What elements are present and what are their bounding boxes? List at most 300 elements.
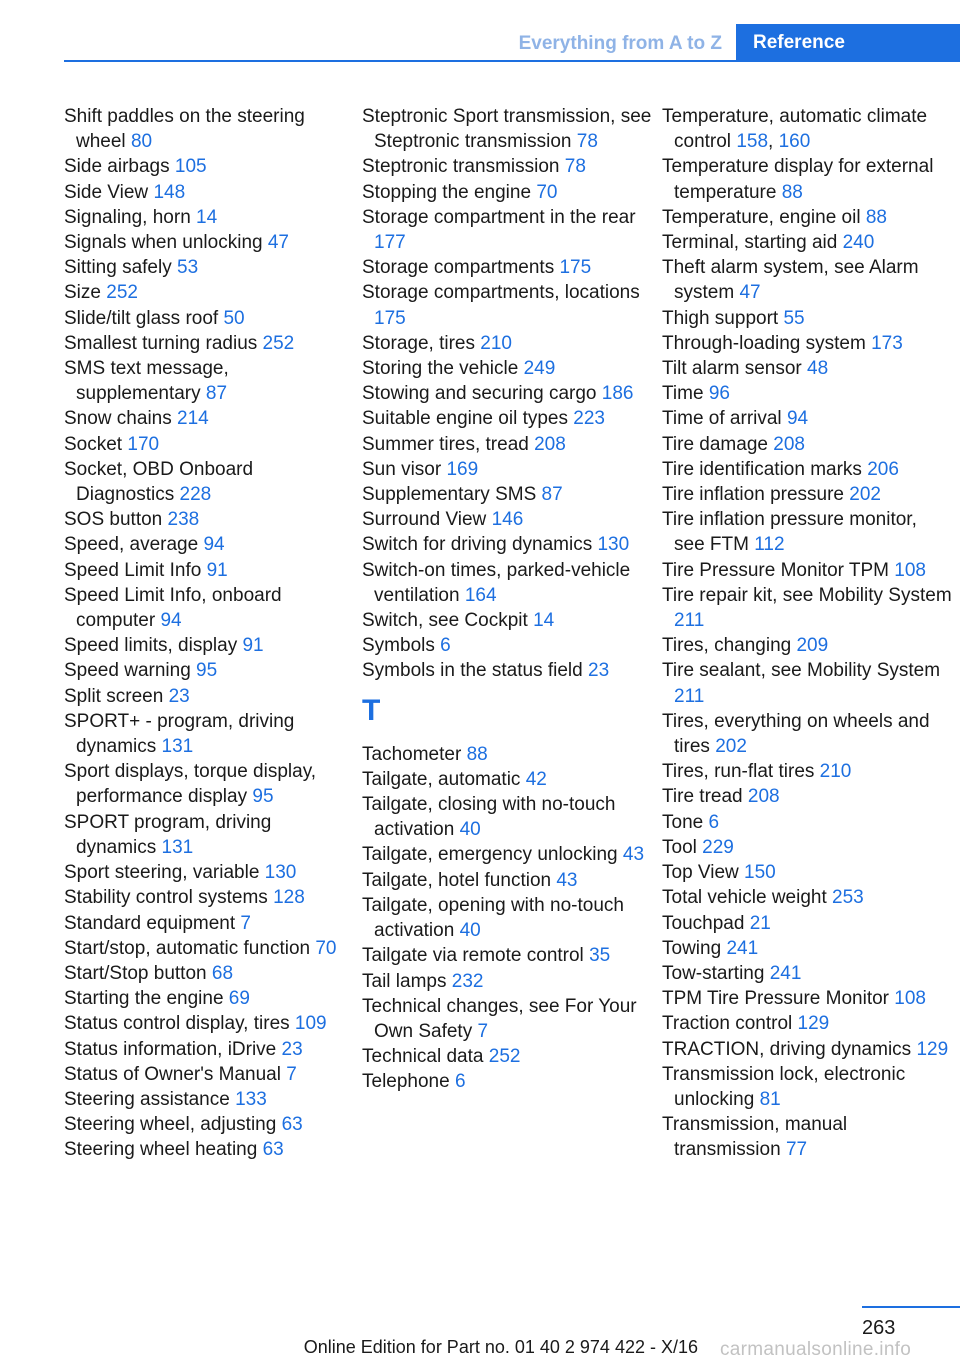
index-entry [662,810,952,835]
page-link[interactable]: 47 [739,282,761,304]
index-entry [662,1112,952,1162]
entry-term: Shift paddles on the steering wheel [64,106,305,153]
index-entry [662,558,952,583]
page-link[interactable]: 96 [708,383,730,405]
page-link[interactable]: 88 [781,181,803,203]
page-link[interactable]: 95 [252,786,274,808]
index-entry [662,255,952,305]
entry-term: Tone [662,811,704,833]
index-entry [662,633,952,658]
index-entry [64,658,354,683]
page-link[interactable]: 186 [601,383,634,405]
page-link[interactable]: 7 [286,1063,297,1085]
page-link[interactable]: 206 [867,458,899,480]
page-link[interactable]: 241 [726,937,759,959]
index-entry [64,633,354,658]
entry-term: Tire damage [662,433,768,455]
page-link[interactable]: 35 [589,945,611,967]
index-entry [662,658,952,708]
entry-term: Telephone [362,1071,450,1093]
page-link[interactable]: 91 [206,559,228,581]
page-link[interactable]: 210 [819,761,852,783]
index-entry [64,154,354,179]
page-link[interactable]: 78 [576,131,598,153]
entry-term: Storing the vehicle [362,358,519,380]
index-entry [64,583,354,633]
page-link[interactable]: 108 [894,559,926,581]
page-link[interactable]: 70 [536,181,558,203]
entry-term: Transmission lock, electronic unlocking [662,1063,906,1110]
entry-term: Traction control [662,1013,793,1035]
entry-term: SPORT program, driving dynamics [64,811,272,858]
entry-term: Status of Owner's Manual [64,1063,281,1085]
index-entry [64,911,354,936]
index-entry [362,792,652,842]
index-entry [362,1069,652,1094]
index-entry [64,104,354,154]
entry-term: Tires, changing [662,635,792,657]
index-entry [362,280,652,330]
page-link[interactable]: 78 [564,156,586,178]
page-link[interactable]: 129 [916,1038,949,1060]
entry-term: Symbols [362,635,435,657]
page-link[interactable]: 87 [205,383,228,405]
page-number: 263 [862,1317,896,1339]
index-entry [362,943,652,968]
page-link[interactable]: 208 [534,433,566,455]
footer-rule [862,1306,960,1308]
page-link[interactable]: 48 [807,358,829,380]
index-entry [662,154,952,204]
entry-term: Start/stop, automatic function [64,937,311,959]
page-link[interactable]: 170 [127,433,160,455]
index-entry [662,885,952,910]
index-entry [64,759,354,809]
entry-term: Transmission, manual transmission [662,1114,848,1161]
index-entry [362,406,652,431]
entry-term: TPM Tire Pressure Monitor [662,988,889,1010]
entry-term: Side View [64,181,149,203]
entry-term: Stowing and securing cargo [362,383,597,405]
page-link[interactable]: 209 [796,635,829,657]
page-link[interactable]: 23 [588,660,610,682]
entry-term: Tire inflation pressure monitor, see FTM [662,509,917,556]
index-entry [64,961,354,986]
index-entry [64,1137,354,1162]
page-link[interactable]: 6 [454,1071,466,1093]
index-entry [662,381,952,406]
page-link[interactable]: 208 [747,786,780,808]
entry-term: Tow-starting [662,962,765,984]
index-entry [362,868,652,893]
index-entry [64,684,354,709]
page-link[interactable]: 223 [573,408,605,430]
page-link[interactable]: 158 [736,131,769,153]
entry-term: Summer tires, tread [362,433,529,455]
index-entry [64,1011,354,1036]
entry-term: Through-loading system [662,332,866,354]
page-link[interactable]: 252 [488,1046,521,1068]
page-link[interactable]: 128 [273,887,305,909]
index-entry [662,482,952,507]
page-link[interactable]: 249 [523,358,556,380]
chapter-tab: Reference [736,24,960,62]
page-link[interactable]: 94 [160,610,182,632]
page-link[interactable]: 238 [167,509,200,531]
entry-term: Socket, OBD Onboard Diagnostics [64,458,254,506]
entry-term: Tool [662,836,697,858]
entry-term: Tailgate, hotel function [362,869,552,891]
entry-term: SPORT+ - program, driving dynamics [64,710,295,758]
entry-term: Speed Limit Info [64,559,202,581]
entry-term: SOS button [64,509,163,531]
index-entry [662,457,952,482]
watermark: carmanualsonline.info [720,1339,912,1360]
entry-term: Status control display, tires [64,1013,290,1035]
entry-term: Thigh support [662,307,779,329]
index-entry [64,180,354,205]
page-link[interactable]: 105 [174,156,207,178]
page-link[interactable]: 232 [451,970,484,992]
index-entry: Temperature, automatic climate control 158, 160 [662,106,928,153]
index-entry [362,842,652,867]
entry-term: Speed, average [64,534,199,556]
index-entry [362,608,652,633]
page-link[interactable]: 40 [459,920,481,942]
page-link[interactable]: 77 [785,1139,808,1161]
index-entry [362,507,652,532]
page-link[interactable]: 211 [674,610,705,632]
index-column-2 [362,104,652,1095]
index-entry [362,658,652,683]
entry-term: Smallest turning radius [64,332,258,354]
index-entry [662,911,952,936]
entry-term: Tires, run-flat tires [662,761,815,783]
entry-term: Sun visor [362,458,442,480]
index-entry [662,1062,952,1112]
page-link[interactable]: 55 [783,307,805,329]
index-entry [64,205,354,230]
index-entry [362,558,652,608]
page-link[interactable]: 53 [177,257,199,279]
entry-term: Tailgate, automatic [362,768,521,790]
index-entry [662,583,952,633]
entry-term: Tire tread [662,786,743,808]
index-entry [662,936,952,961]
index-entry [662,986,952,1011]
page-link[interactable]: 21 [749,912,771,934]
index-entry [362,893,652,943]
page-link[interactable]: 146 [491,509,524,531]
entry-term: Side airbags [64,156,170,178]
index-entry [64,810,354,860]
header-rule [64,60,736,62]
entry-term: Switch-on times, parked-vehicle ventilation [362,559,631,606]
page-link[interactable]: 108 [894,988,926,1010]
entry-term: Storage compartment in the rear [362,206,636,228]
index-entry [362,180,652,205]
page-link[interactable]: 202 [849,484,881,506]
page-link[interactable]: 50 [223,307,245,329]
index-entry [64,885,354,910]
entry-term: Tire identification marks [662,458,862,480]
index-entry [64,1037,354,1062]
entry-term: Standard equipment [64,912,236,934]
index-entry [662,406,952,431]
page-link[interactable]: 6 [708,811,720,833]
index-entry [64,432,354,457]
page-link[interactable]: 6 [440,635,451,657]
index-entry [64,1112,354,1137]
index-entry [64,709,354,759]
page-link[interactable]: 252 [262,332,295,354]
entry-term: Snow chains [64,408,172,430]
index-entry [362,742,652,767]
index-column-3 [662,104,952,1163]
index-entry [64,356,354,406]
index-entry [662,961,952,986]
page-link[interactable]: 43 [622,844,645,866]
page-link[interactable]: 175 [559,257,592,279]
entry-term: SMS text message, supplementary [64,358,229,405]
entry-term: Time of arrival [662,408,782,430]
entry-term: Temperature, automatic climate control [662,106,928,153]
entry-term: Top View [662,862,739,884]
page-link[interactable]: 229 [702,836,734,858]
page-link[interactable]: 131 [161,736,194,758]
index-entry [362,255,652,280]
index-entry [64,331,354,356]
page-link[interactable]: 43 [556,869,578,891]
entry-term: Steering wheel heating [64,1139,258,1161]
index-entry [662,230,952,255]
page-link[interactable]: 7 [240,912,251,934]
entry-term: Tire sealant, see Mobility System [662,660,941,682]
page-link[interactable]: 87 [541,484,563,506]
page-link[interactable]: 63 [262,1139,284,1161]
index-entry [662,1011,952,1036]
index-entry [362,205,652,255]
entry-term: Speed Limit Info, onboard computer [64,584,282,632]
entry-term: Status information, iDrive [64,1038,277,1060]
index-entry [362,969,652,994]
page-link[interactable]: 40 [459,819,481,841]
page-link[interactable]: 81 [759,1088,781,1110]
page-link[interactable]: 70 [315,937,337,959]
entry-term: Temperature, engine oil [662,206,861,228]
index-entry [362,381,652,406]
page-link[interactable]: 23 [281,1038,303,1060]
entry-term: Surround View [362,509,487,531]
index-entry [64,457,354,507]
index-column-1 [64,104,354,1163]
entry-term: Storage compartments, locations [362,282,640,304]
entry-term: Sport steering, variable [64,862,260,884]
index-entry [362,104,652,154]
page-link[interactable]: 130 [264,862,297,884]
index-entry [64,558,354,583]
entry-term: Start/Stop button [64,962,207,984]
entry-term: Storage, tires [362,332,475,354]
index-entry [64,230,354,255]
entry-term: Theft alarm system, see Alarm system [662,257,919,304]
index-entry [662,331,952,356]
index-entry [662,356,952,381]
page-link[interactable]: 211 [674,685,705,707]
page-link[interactable]: 88 [865,206,887,228]
page-link[interactable]: 112 [754,534,785,556]
page-link[interactable]: 129 [797,1013,830,1035]
page-link[interactable]: 94 [786,408,809,430]
page-link[interactable]: 177 [374,232,406,254]
index-entry [362,154,652,179]
page-link[interactable]: 253 [832,887,864,909]
index-entry [662,709,952,759]
page-link[interactable]: 63 [281,1114,303,1136]
page-link[interactable]: 202 [715,736,747,758]
entry-term: Steptronic transmission [362,156,560,178]
entry-term: Slide/tilt glass roof [64,307,219,329]
page-link[interactable]: 228 [179,484,212,506]
entry-term: Stopping the engine [362,181,532,203]
entry-term: Technical data [362,1046,484,1068]
page-link[interactable]: 14 [533,610,555,632]
page-link[interactable]: 160 [778,131,811,153]
index-entry [662,306,952,331]
page-link[interactable]: 214 [177,408,209,430]
entry-term: Speed warning [64,660,191,682]
index-entry [362,767,652,792]
page-link[interactable]: 252 [106,282,138,304]
entry-term: Suitable engine oil types [362,408,568,430]
section-title: Everything from A to Z [518,33,722,54]
page-link[interactable]: 14 [196,206,218,228]
entry-term: Stability control systems [64,887,268,909]
page-link[interactable]: 173 [871,332,903,354]
index-entry [64,1087,354,1112]
index-entry [64,1062,354,1087]
entry-term: Towing [662,937,722,959]
page-link[interactable]: 109 [294,1013,327,1035]
entry-term: Signaling, horn [64,206,191,228]
entry-term: Tire inflation pressure [662,484,844,506]
index-entry [362,482,652,507]
index-entry [64,306,354,331]
page-link[interactable]: 210 [480,332,512,354]
entry-term: Signals when unlocking [64,232,263,254]
page-link[interactable]: 150 [744,862,776,884]
page-link[interactable]: 95 [196,660,218,682]
entry-term: Socket [64,433,123,455]
page-link[interactable]: 91 [242,635,264,657]
entry-term: Temperature display for external temperature [662,156,934,203]
entry-term: Sport displays, torque display, performance display [64,761,317,808]
page-link[interactable]: 169 [446,458,479,480]
page-link[interactable]: 131 [161,836,194,858]
index-entry [362,457,652,482]
entry-term: Storage compartments [362,257,555,279]
index-entry [362,356,652,381]
index-entry [662,759,952,784]
entry-term: Steptronic Sport transmission, see Steptronic transmission [362,106,652,153]
page-link[interactable]: 80 [130,131,153,153]
page-link[interactable]: 240 [842,232,875,254]
entry-term: Tires, everything on wheels and tires [662,710,930,758]
entry-term: Tachometer [362,743,462,765]
index-entry [64,255,354,280]
page-link[interactable]: 133 [235,1088,267,1110]
entry-term: Sitting safely [64,257,172,279]
entry-term: Starting the engine [64,988,224,1010]
index-entry [662,507,952,557]
index-entry [662,432,952,457]
entry-term: Tailgate, closing with no-touch activation [362,794,616,841]
index-entry [64,860,354,885]
index-entry [362,532,652,557]
entry-term: Tailgate via remote control [362,945,584,967]
page-link[interactable]: 94 [203,534,225,556]
section-letter-heading: T [362,693,381,727]
entry-term: Technical changes, see For Your Own Safety [362,995,637,1042]
page-link[interactable]: 23 [168,685,190,707]
entry-term: Tire Pressure Monitor TPM [662,559,889,581]
index-entry [662,860,952,885]
entry-term: Tire repair kit, see Mobility System [662,584,952,606]
page-link[interactable]: 148 [153,181,186,203]
index-entry [64,280,354,305]
page-link[interactable]: 68 [211,962,234,984]
entry-term: Tailgate, emergency unlocking [362,844,618,866]
entry-term: Switch, see Cockpit [362,610,528,632]
index-entry [662,205,952,230]
page-link[interactable]: 175 [374,307,406,329]
page-link[interactable]: 164 [464,584,497,606]
entry-term: Tail lamps [362,970,447,992]
entry-term: Tilt alarm sensor [662,358,802,380]
entry-term: Switch for driving dynamics [362,534,593,556]
entry-term: Tailgate, opening with no-touch activation [362,894,624,942]
entry-term: Touchpad [662,912,745,934]
entry-term: Time [662,383,704,405]
page-link[interactable]: 42 [525,768,547,790]
page-link[interactable]: 7 [477,1020,489,1042]
index-entry [64,936,354,961]
edition-note: Online Edition for Part no. 01 40 2 974 422 - X/16 [303,1337,698,1357]
entry-term: Size [64,282,101,304]
entry-term: Total vehicle weight [662,887,827,909]
index-entry [64,532,354,557]
index-entry [64,986,354,1011]
entry-term: Supplementary SMS [362,484,537,506]
page-link[interactable]: 241 [769,962,802,984]
index-entry [64,406,354,431]
index-entry [362,331,652,356]
entry-term: TRACTION, driving dynamics [662,1038,912,1060]
index-entry [362,994,652,1044]
page-link[interactable]: 130 [597,534,630,556]
index-entry [662,835,952,860]
entry-term: Split screen [64,685,164,707]
index-entry [362,1044,652,1069]
page-link[interactable]: 208 [773,433,805,455]
page-link[interactable]: 47 [267,232,289,254]
entry-term: Terminal, starting aid [662,232,838,254]
page-link[interactable]: 88 [466,743,488,765]
entry-term: Symbols in the status field [362,660,583,682]
entry-term: Steering assistance [64,1088,230,1110]
page-link[interactable]: 69 [228,988,250,1010]
index-entry [362,633,652,658]
